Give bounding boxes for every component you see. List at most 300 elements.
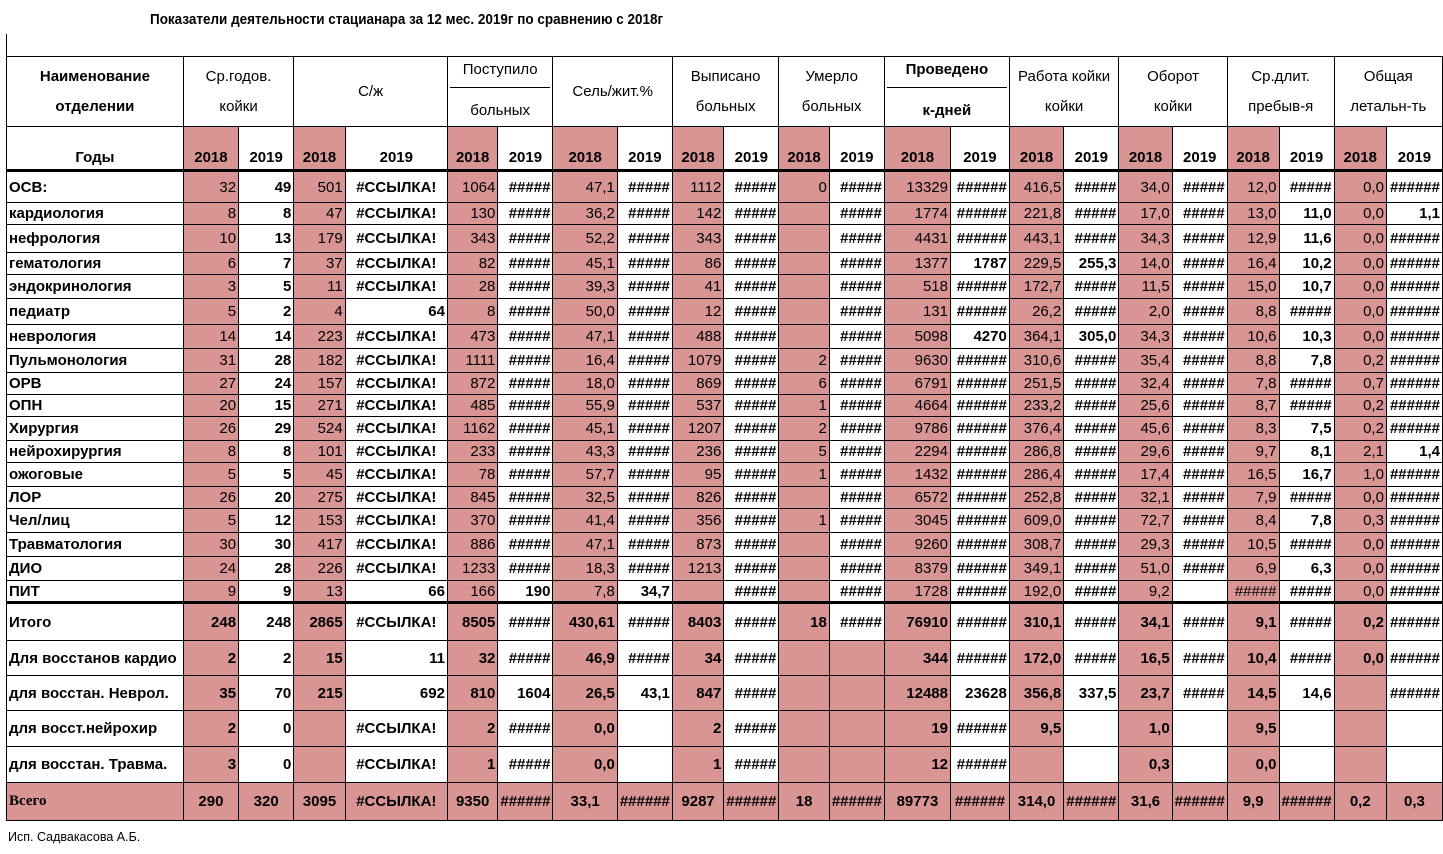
cell: 376,4 <box>1009 417 1063 441</box>
cell: 0,0 <box>1227 747 1279 783</box>
cell: 18 <box>779 783 829 821</box>
row-label: Травматология <box>7 533 184 557</box>
cell: ##### <box>498 299 553 325</box>
cell: 518 <box>884 275 950 299</box>
table-row <box>7 299 1443 325</box>
header-line: Работа койки <box>1018 67 1111 85</box>
cell: 10,6 <box>1227 325 1279 349</box>
cell: 12 <box>672 299 723 325</box>
cell: ###### <box>951 581 1010 603</box>
year-2019: 2019 <box>724 127 779 171</box>
cell: 45,1 <box>553 253 617 275</box>
cell: ###### <box>1386 275 1442 299</box>
row-label: нейрохирургия <box>7 441 184 463</box>
header-line: пребыв-я <box>1248 97 1314 115</box>
cell: 2 <box>239 299 294 325</box>
cell: ##### <box>829 441 884 463</box>
cell: ##### <box>1279 395 1334 417</box>
cell: ##### <box>617 603 672 641</box>
cell: ##### <box>829 581 884 603</box>
year-2019: 2019 <box>1172 127 1227 171</box>
cell: ##### <box>1172 463 1227 487</box>
year-2018: 2018 <box>1119 127 1172 171</box>
cell: ##### <box>724 373 779 395</box>
cell: 10,5 <box>1227 533 1279 557</box>
cell: ###### <box>1386 509 1442 533</box>
cell: ###### <box>617 783 672 821</box>
cell: ###### <box>951 463 1010 487</box>
cell: #ССЫЛКА! <box>345 253 447 275</box>
cell: 51,0 <box>1119 557 1172 581</box>
cell: ##### <box>724 463 779 487</box>
cell: 252,8 <box>1009 487 1063 509</box>
year-2018: 2018 <box>779 127 829 171</box>
cell: 4 <box>294 299 345 325</box>
cell: ##### <box>1172 373 1227 395</box>
table-row <box>7 533 1443 557</box>
cell: 10,2 <box>1279 253 1334 275</box>
cell: ##### <box>498 275 553 299</box>
cell: ##### <box>617 463 672 487</box>
cell: 0,2 <box>1334 603 1386 641</box>
header-line: больных <box>470 102 531 119</box>
cell: 8 <box>183 441 238 463</box>
cell: 72,7 <box>1119 509 1172 533</box>
header-line: к-дней <box>922 102 972 119</box>
row-label: неврология <box>7 325 184 349</box>
cell: ##### <box>498 487 553 509</box>
cell: #ССЫЛКА! <box>345 275 447 299</box>
year-2019: 2019 <box>829 127 884 171</box>
row-label: Хирургия <box>7 417 184 441</box>
cell: ###### <box>951 641 1010 676</box>
header-line: Оборот <box>1147 67 1199 85</box>
cell: ##### <box>617 441 672 463</box>
cell: ##### <box>1172 203 1227 225</box>
cell: ##### <box>1172 325 1227 349</box>
cell: 29,3 <box>1119 533 1172 557</box>
cell: 26,5 <box>553 676 617 711</box>
cell: ##### <box>724 676 779 711</box>
cell: ##### <box>617 349 672 373</box>
cell: 11 <box>294 275 345 299</box>
cell: 5 <box>239 275 294 299</box>
cell: 45,1 <box>553 417 617 441</box>
cell: 443,1 <box>1009 225 1063 253</box>
cell: ##### <box>498 373 553 395</box>
cell: ###### <box>951 711 1010 747</box>
row-label: ожоговые <box>7 463 184 487</box>
cell: 47 <box>294 203 345 225</box>
cell: 35 <box>183 676 238 711</box>
cell: ##### <box>498 747 553 783</box>
cell: ##### <box>617 203 672 225</box>
cell <box>294 747 345 783</box>
cell: 157 <box>294 373 345 395</box>
cell: ##### <box>498 349 553 373</box>
cell: 8 <box>447 299 497 325</box>
cell: ##### <box>1064 581 1119 603</box>
cell: ##### <box>829 395 884 417</box>
cell: 34,1 <box>1119 603 1172 641</box>
year-2018: 2018 <box>553 127 617 171</box>
cell: ##### <box>1172 603 1227 641</box>
cell: 49 <box>239 171 294 203</box>
cell: 0,0 <box>1334 325 1386 349</box>
cell: 872 <box>447 373 497 395</box>
cell: 9786 <box>884 417 950 441</box>
stats-table <box>6 56 1443 821</box>
header-group-cell <box>1334 57 1442 127</box>
cell: 1233 <box>447 557 497 581</box>
cell: ##### <box>617 325 672 349</box>
cell: ###### <box>951 225 1010 253</box>
cell: 2 <box>779 417 829 441</box>
cell: 236 <box>672 441 723 463</box>
cell: ###### <box>951 395 1010 417</box>
cell: 344 <box>884 641 950 676</box>
cell: 182 <box>294 349 345 373</box>
cell: ##### <box>724 509 779 533</box>
cell: 9630 <box>884 349 950 373</box>
cell: #ССЫЛКА! <box>345 487 447 509</box>
cell: 23628 <box>951 676 1010 711</box>
cell: 8 <box>239 203 294 225</box>
cell: 0,0 <box>1334 225 1386 253</box>
cell: 609,0 <box>1009 509 1063 533</box>
cell: 215 <box>294 676 345 711</box>
header-group-cell <box>183 57 293 127</box>
cell: 12,0 <box>1227 171 1279 203</box>
year-2018: 2018 <box>1334 127 1386 171</box>
cell: 5 <box>183 463 238 487</box>
cell: ##### <box>724 557 779 581</box>
cell: 28 <box>447 275 497 299</box>
cell: ##### <box>724 225 779 253</box>
cell: 34 <box>672 641 723 676</box>
row-label: ЛОР <box>7 487 184 509</box>
year-2018: 2018 <box>884 127 950 171</box>
cell: 255,3 <box>1064 253 1119 275</box>
cell <box>1064 711 1119 747</box>
cell: ###### <box>1386 463 1442 487</box>
table-row <box>7 171 1443 203</box>
cell: ##### <box>1279 533 1334 557</box>
cell: 130 <box>447 203 497 225</box>
cell: 233 <box>447 441 497 463</box>
cell: #ССЫЛКА! <box>345 417 447 441</box>
cell: 1 <box>779 509 829 533</box>
cell: ##### <box>829 373 884 395</box>
cell: ###### <box>1386 299 1442 325</box>
cell: ##### <box>724 747 779 783</box>
cell: 1064 <box>447 171 497 203</box>
cell: 8,1 <box>1279 441 1334 463</box>
cell: ##### <box>724 603 779 641</box>
cell: 20 <box>239 487 294 509</box>
cell: 13329 <box>884 171 950 203</box>
cell: ##### <box>1172 557 1227 581</box>
cell: 337,5 <box>1064 676 1119 711</box>
header-line: койки <box>219 97 258 115</box>
cell: 2 <box>183 711 238 747</box>
cell: ##### <box>498 325 553 349</box>
cell: 64 <box>345 299 447 325</box>
cell: 41 <box>672 275 723 299</box>
cell: 1,0 <box>1119 711 1172 747</box>
cell: ##### <box>1172 395 1227 417</box>
cell: #ССЫЛКА! <box>345 225 447 253</box>
cell <box>1334 747 1386 783</box>
cell: 8379 <box>884 557 950 581</box>
cell: 1 <box>447 747 497 783</box>
row-label: Всего <box>7 783 184 821</box>
row-label: для восстан. Травма. <box>7 747 184 783</box>
cell: ##### <box>498 417 553 441</box>
header-line: Проведено <box>887 57 1007 88</box>
cell <box>779 299 829 325</box>
cell: ##### <box>617 417 672 441</box>
cell: 19 <box>884 711 950 747</box>
cell: 9,9 <box>1227 783 1279 821</box>
cell: ##### <box>724 349 779 373</box>
cell: 32,1 <box>1119 487 1172 509</box>
cell: 251,5 <box>1009 373 1063 395</box>
header-group-cell <box>1009 57 1119 127</box>
year-2019: 2019 <box>617 127 672 171</box>
cell: 18,0 <box>553 373 617 395</box>
cell: ##### <box>617 253 672 275</box>
cell: ##### <box>724 533 779 557</box>
cell <box>779 557 829 581</box>
cell: 13,0 <box>1227 203 1279 225</box>
cell: 5 <box>183 299 238 325</box>
cell: 2 <box>779 349 829 373</box>
cell <box>1009 747 1063 783</box>
header-group-cell <box>884 57 1009 127</box>
cell: 15,0 <box>1227 275 1279 299</box>
cell: #ССЫЛКА! <box>345 325 447 349</box>
year-2018: 2018 <box>1227 127 1279 171</box>
year-2018: 2018 <box>294 127 345 171</box>
cell: ##### <box>1064 603 1119 641</box>
cell: 14,0 <box>1119 253 1172 275</box>
cell: 47,1 <box>553 325 617 349</box>
cell: 12488 <box>884 676 950 711</box>
cell: ##### <box>1172 533 1227 557</box>
cell: 34,0 <box>1119 171 1172 203</box>
header-group-cell <box>1227 57 1334 127</box>
cell: 275 <box>294 487 345 509</box>
cell: ###### <box>951 275 1010 299</box>
cell: ###### <box>1386 225 1442 253</box>
cell: 46,9 <box>553 641 617 676</box>
header-line: С/ж <box>358 82 384 100</box>
cell: ##### <box>498 203 553 225</box>
row-label: ОСВ: <box>7 171 184 203</box>
cell: #ССЫЛКА! <box>345 557 447 581</box>
table-row <box>7 509 1443 533</box>
header-line: Наименование <box>39 67 150 85</box>
cell: 3095 <box>294 783 345 821</box>
cell: 0,0 <box>1334 253 1386 275</box>
header-line: Общая <box>1363 67 1413 85</box>
cell: ###### <box>951 441 1010 463</box>
cell: ###### <box>1386 603 1442 641</box>
cell <box>294 711 345 747</box>
cell: 14,6 <box>1279 676 1334 711</box>
cell: 6 <box>183 253 238 275</box>
cell: 8,7 <box>1227 395 1279 417</box>
header-line: летальн-ть <box>1350 97 1427 115</box>
cell: ##### <box>1279 603 1334 641</box>
cell <box>779 533 829 557</box>
table-row <box>7 557 1443 581</box>
cell: 1111 <box>447 349 497 373</box>
cell: 2865 <box>294 603 345 641</box>
cell: ##### <box>829 533 884 557</box>
cell: ##### <box>1172 417 1227 441</box>
cell: #ССЫЛКА! <box>345 349 447 373</box>
cell: 190 <box>498 581 553 603</box>
cell: 192,0 <box>1009 581 1063 603</box>
cell: 248 <box>239 603 294 641</box>
cell: 9,7 <box>1227 441 1279 463</box>
table-row <box>7 349 1443 373</box>
cell: ##### <box>617 299 672 325</box>
cell <box>617 747 672 783</box>
cell: ##### <box>724 203 779 225</box>
cell: ##### <box>1064 299 1119 325</box>
cell: ##### <box>829 487 884 509</box>
table-row <box>7 373 1443 395</box>
cell <box>1279 747 1334 783</box>
cell: 76910 <box>884 603 950 641</box>
cell: ##### <box>1064 225 1119 253</box>
table-row <box>7 417 1443 441</box>
cell: #ССЫЛКА! <box>345 373 447 395</box>
row-label: гематология <box>7 253 184 275</box>
total-row <box>7 641 1443 676</box>
cell: ##### <box>1172 676 1227 711</box>
cell: 82 <box>447 253 497 275</box>
year-2019: 2019 <box>498 127 553 171</box>
cell: 2294 <box>884 441 950 463</box>
cell: 1,1 <box>1386 203 1442 225</box>
cell: 0,3 <box>1386 783 1442 821</box>
cell: ##### <box>1172 299 1227 325</box>
cell: 8,8 <box>1227 299 1279 325</box>
cell: 8,4 <box>1227 509 1279 533</box>
cell: ##### <box>498 463 553 487</box>
cell: ###### <box>1386 641 1442 676</box>
cell: ##### <box>1064 275 1119 299</box>
cell: 0,2 <box>1334 783 1386 821</box>
cell: 24 <box>239 373 294 395</box>
cell: 41,4 <box>553 509 617 533</box>
cell: 290 <box>183 783 238 821</box>
cell: ##### <box>1064 487 1119 509</box>
cell: 7 <box>239 253 294 275</box>
cell: ###### <box>1386 349 1442 373</box>
cell: 0,0 <box>1334 533 1386 557</box>
cell: 286,8 <box>1009 441 1063 463</box>
cell: ##### <box>724 275 779 299</box>
cell: ###### <box>1279 783 1334 821</box>
header-line: койки <box>1044 97 1084 115</box>
cell: 3 <box>183 747 238 783</box>
cell: 1162 <box>447 417 497 441</box>
cell: 16,5 <box>1119 641 1172 676</box>
cell: 32 <box>183 171 238 203</box>
cell: ##### <box>1279 641 1334 676</box>
cell: 9 <box>183 581 238 603</box>
row-label: Чел/лиц <box>7 509 184 533</box>
cell: 57,7 <box>553 463 617 487</box>
cell: 221,8 <box>1009 203 1063 225</box>
header-line: больных <box>801 97 862 115</box>
cell: 5 <box>183 509 238 533</box>
header-group-cell <box>553 57 672 127</box>
total-row <box>7 603 1443 641</box>
cell: ##### <box>829 417 884 441</box>
cell <box>779 711 829 747</box>
cell: 873 <box>672 533 723 557</box>
cell: #ССЫЛКА! <box>345 463 447 487</box>
cell: 0,0 <box>1334 581 1386 603</box>
row-label: для восст.нейрохир <box>7 711 184 747</box>
cell: 8,8 <box>1227 349 1279 373</box>
cell: ###### <box>1386 417 1442 441</box>
cell: ###### <box>1386 487 1442 509</box>
cell: 33,1 <box>553 783 617 821</box>
cell: 86 <box>672 253 723 275</box>
cell: ##### <box>829 253 884 275</box>
cell: ###### <box>1386 581 1442 603</box>
cell: 6,3 <box>1279 557 1334 581</box>
cell: 13 <box>239 225 294 253</box>
cell: ##### <box>1064 395 1119 417</box>
cell: 3045 <box>884 509 950 533</box>
cell: 314,0 <box>1009 783 1063 821</box>
cell: 7,9 <box>1227 487 1279 509</box>
cell: ###### <box>951 557 1010 581</box>
cell: 32 <box>447 641 497 676</box>
cell: 66 <box>345 581 447 603</box>
cell: ###### <box>951 417 1010 441</box>
cell: 4664 <box>884 395 950 417</box>
cell: 2 <box>183 641 238 676</box>
cell <box>779 253 829 275</box>
cell: 1,4 <box>1386 441 1442 463</box>
cell: 370 <box>447 509 497 533</box>
cell <box>1279 711 1334 747</box>
cell: 12,9 <box>1227 225 1279 253</box>
cell: ##### <box>829 509 884 533</box>
cell: 356 <box>672 509 723 533</box>
cell: 886 <box>447 533 497 557</box>
cell: 0,2 <box>1334 417 1386 441</box>
cell: ##### <box>1064 171 1119 203</box>
table-row <box>7 395 1443 417</box>
table-row <box>7 487 1443 509</box>
cell: 172,0 <box>1009 641 1063 676</box>
cell: 43,3 <box>553 441 617 463</box>
cell: 13 <box>294 581 345 603</box>
cell: ##### <box>724 441 779 463</box>
cell: ##### <box>1064 441 1119 463</box>
header-line: отделении <box>55 97 135 115</box>
